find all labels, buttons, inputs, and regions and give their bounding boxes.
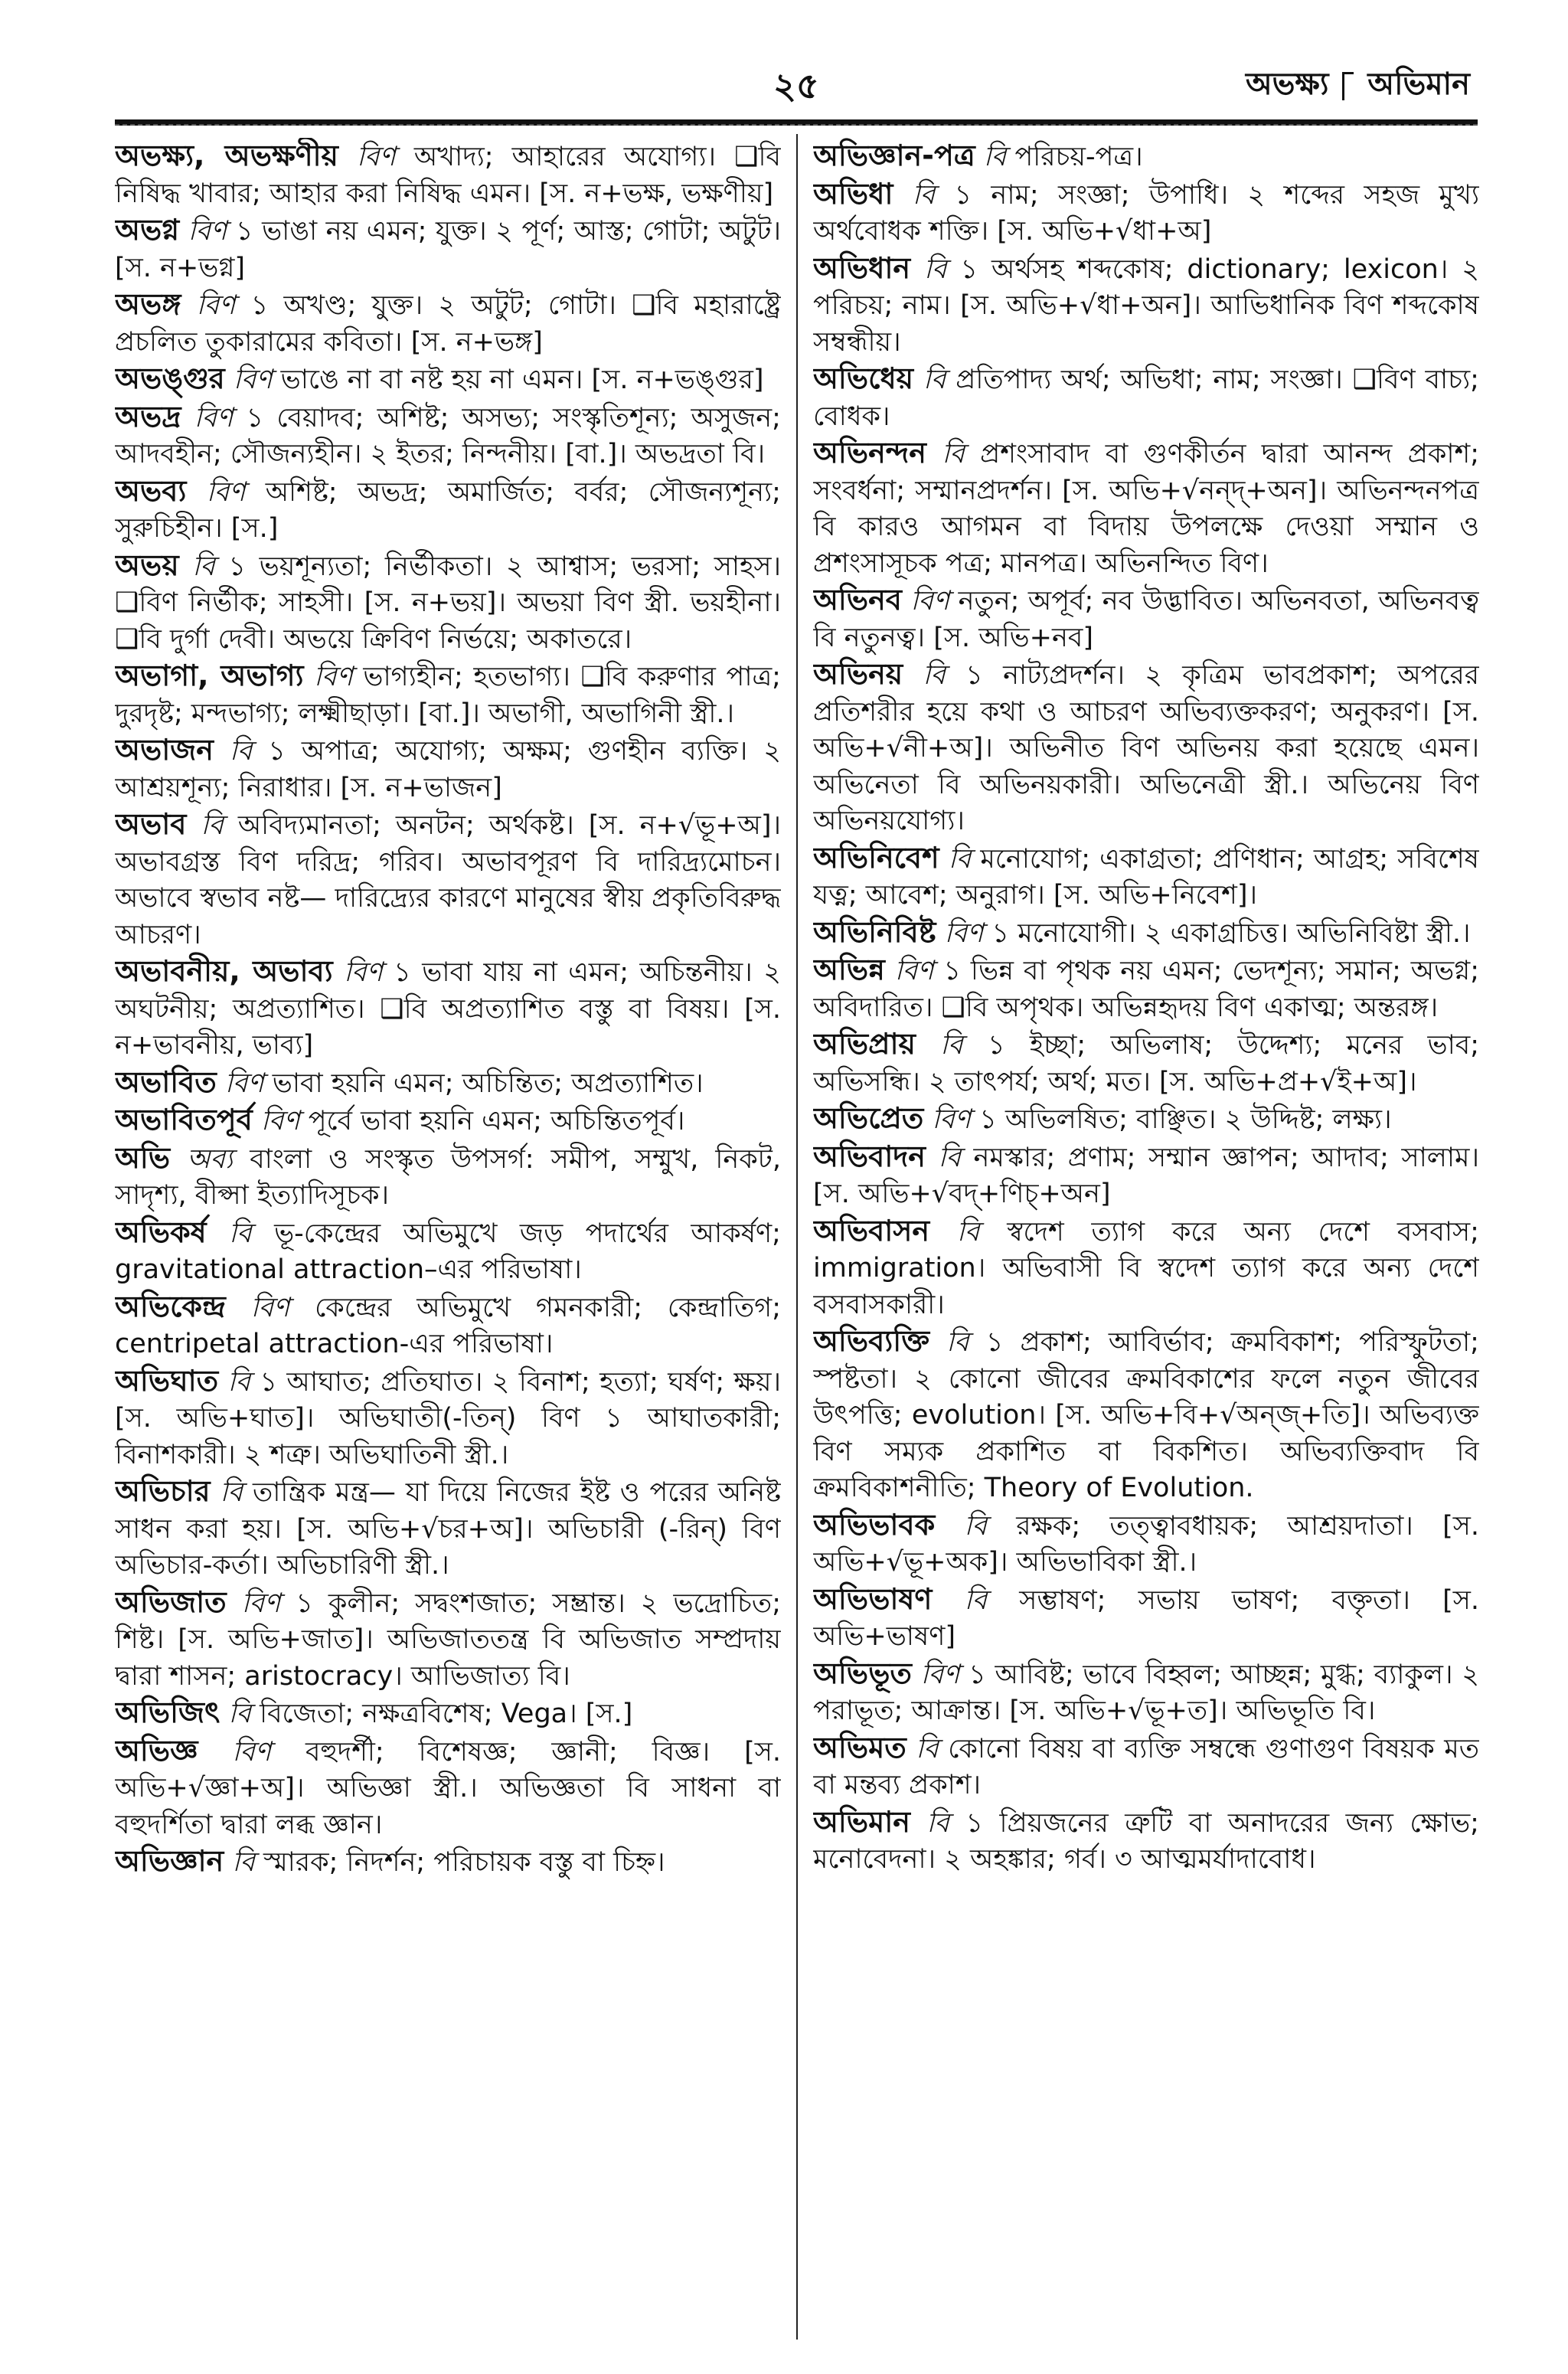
definition: ১ কুলীন; সদ্বংশজাত; সম্ভ্রান্ত। ২ ভদ্রোচিত; শিষ্ট। [স. অভি+জাত]। অভিজাততন্ত্র বি অভিজাত সম্প্রদায় দ্বারা শাসন; aristocracy। আভিজাত্য বি।: [115, 1588, 781, 1692]
part-of-speech: বি: [983, 142, 1007, 172]
dictionary-entry: [813, 1730, 1479, 1804]
definition: ১ প্রিয়জনের ত্রুটি বা অনাদরের জন্য ক্ষোভ; মনোবেদনা। ২ অহঙ্কার; গর্ব। ৩ আত্মমর্যাদাবোধ।: [813, 1807, 1479, 1875]
headword: অভঙ্গ: [115, 287, 181, 321]
definition: প্রশংসাবাদ বা গুণকীর্তন দ্বারা আনন্দ প্রকাশ; সংবর্ধনা; সম্মানপ্রদর্শন। [স. অভি+√নন্দ্+অন]। অভিনন্দনপত্র বি কারও আগমন বা বিদায় উপলক্ষে দেওয়া সম্মান ও প্রশংসাসূচক পত্র; মানপত্র। অভিনন্দিত বিণ।: [813, 439, 1479, 579]
left-column: [115, 138, 781, 2336]
definition: পূর্বে ভাবা হয়নি এমন; অচিন্তিতপূর্ব।: [308, 1106, 685, 1136]
part-of-speech: বিণ: [944, 917, 984, 949]
right-column: [813, 138, 1479, 2336]
page-number: ২৫: [773, 65, 819, 106]
headword: অভিমত: [813, 1730, 906, 1764]
headword: অভাবনীয়, অভাব্য: [115, 954, 333, 988]
headword: অভিপ্রায়: [813, 1027, 916, 1061]
dictionary-entry: [813, 1804, 1479, 1879]
part-of-speech: বিণ: [250, 1292, 290, 1323]
definition: ১ ইচ্ছা; অভিলাষ; উদ্দেশ্য; মনের ভাব; অভিসন্ধি। ২ তাৎপর্য; অর্থ; মত। [স. অভি+প্র+√ই+অ]।: [813, 1030, 1479, 1097]
definition: ১ ভাঙা নয় এমন; যুক্ত। ২ পূর্ণ; আস্ত; গোটা; অটুট। [স. ন+ভগ্ন]: [115, 216, 781, 283]
part-of-speech: বি: [948, 843, 972, 875]
definition: ১ প্রকাশ; আবির্ভাব; ক্রমবিকাশ; পরিস্ফুটতা; স্পষ্টতা। ২ কোনো জীবের ক্রমবিকাশের ফলে নতুন জীবের উৎপত্তি; evolution। [স. অভি+বি+√অন্জ্+তি]। অভিব্যক্ত বিণ সম্যক প্রকাশিত বা বিকশিত। অভিব্যক্তিবাদ বি ক্রমবিকাশনীতি; Theory of Evolution.: [813, 1327, 1479, 1503]
definition: ১ অপাত্র; অযোগ্য; অক্ষম; গুণহীন ব্যক্তি। ২ আশ্রয়শূন্য; নিরাধার। [স. ন+ভাজন]: [115, 736, 781, 803]
dictionary-entry: [813, 582, 1479, 656]
definition: ১ অভিলষিত; বাঞ্ছিত। ২ উদ্দিষ্ট; লক্ষ্য।: [979, 1104, 1392, 1135]
column-divider: [796, 134, 798, 2340]
part-of-speech: বি: [201, 810, 224, 841]
part-of-speech: বিণ: [894, 956, 934, 986]
definition: অবিদ্যমানতা; অনটন; অর্থকষ্ট। [স. ন+√ভূ+অ]। অভাবগ্রস্ত বিণ দরিদ্র; গরিব। অভাবপূরণ বি দারিদ্র্যমোচন। অভাবে স্বভাব নষ্ট— দারিদ্র্যের কারণে মানুষের স্বীয় প্রকৃতিবিরুদ্ধ আচরণ।: [115, 810, 781, 950]
definition: বিজেতা; নক্ষত্রবিশেষ; Vega। [স.]: [260, 1699, 633, 1729]
part-of-speech: বিণ: [224, 1068, 264, 1099]
definition: অশিষ্ট; অভদ্র; অমার্জিত; বর্বর; সৌজন্যশূন্য; সুরুচিহীন। [স.]: [115, 476, 781, 544]
headword: অভিভাষণ: [813, 1581, 933, 1616]
definition: ভাঙে না বা নষ্ট হয় না এমন। [স. ন+ভঙ্গুর]: [280, 365, 764, 395]
headword: অভিভাবক: [813, 1507, 936, 1542]
part-of-speech: বিণ: [920, 1659, 960, 1690]
headword: অভিধেয়: [813, 361, 914, 395]
dictionary-entry: [813, 176, 1479, 250]
dictionary-entry: [813, 840, 1479, 914]
definition: ১ ভাবা যায় না এমন; অচিন্তনীয়। ২ অঘটনীয়; অপ্রত্যাশিত। ❑বি অপ্রত্যাশিত বস্তু বা বিষয়। [স. ন+ভাবনীয়, ভাব্য]: [115, 957, 781, 1061]
definition: ১ আবিষ্ট; ভাবে বিহ্বল; আচ্ছন্ন; মুগ্ধ; ব্যাকুল। ২ পরাভূত; আক্রান্ত। [স. অভি+√ভূ+ত]। অভিভূতি বি।: [813, 1659, 1479, 1726]
headword: অভিকেন্দ্র: [115, 1289, 226, 1323]
definition: বাংলা ও সংস্কৃত উপসর্গ: সমীপ, সম্মুখ, নিকট, সাদৃশ্য, বীপ্সা ইত্যাদিসূচক।: [115, 1143, 781, 1211]
headword: অভিব্যক্তি: [813, 1324, 930, 1358]
dictionary-entry: [813, 1026, 1479, 1100]
part-of-speech: বিণ: [241, 1588, 281, 1619]
definition: কোনো বিষয় বা ব্যক্তি সম্বন্ধে গুণাগুণ বিষয়ক মত বা মন্তব্য প্রকাশ।: [813, 1733, 1479, 1800]
dictionary-entry: [813, 1656, 1479, 1730]
headword: অভাবিতপূর্ব: [115, 1103, 253, 1136]
part-of-speech: বি: [956, 1216, 980, 1247]
headword: অভিনন্দন: [813, 436, 926, 469]
guide-word-first: অভক্ষ্য: [1245, 67, 1329, 102]
headword: অভিজিৎ: [115, 1695, 220, 1729]
headword: অভিচার: [115, 1474, 211, 1508]
part-of-speech: বি: [923, 660, 946, 691]
part-of-speech: বিণ: [932, 1104, 972, 1135]
dictionary-entry: [115, 1140, 781, 1215]
headword: অভব্য: [115, 473, 187, 508]
headword: অভিকর্ষ: [115, 1215, 207, 1249]
part-of-speech: বি: [923, 365, 946, 395]
definition: ১ মনোযোগী। ২ একাগ্রচিত্ত। অভিনিবিষ্টা স্ত্রী.।: [991, 917, 1471, 949]
guide-word-last: অভিমান: [1367, 67, 1470, 102]
headword: অভিজাত: [115, 1584, 227, 1619]
headword: অভিবাদন: [813, 1139, 926, 1173]
headword: অভদ্র: [115, 399, 181, 433]
dictionary-entry: [115, 1064, 781, 1103]
dictionary-entry: [813, 914, 1479, 953]
dictionary-entry: [813, 138, 1479, 176]
definition: অখাদ্য; আহারের অযোগ্য। ❑বি নিষিদ্ধ খাবার; আহার করা নিষিদ্ধ এমন। [স. ন+ভক্ষ, ভক্ষণীয়]: [115, 142, 781, 209]
part-of-speech: বি: [946, 1327, 969, 1358]
dictionary-entry: [115, 1584, 781, 1695]
dictionary-entry: [115, 1733, 781, 1844]
part-of-speech: বি: [964, 1510, 987, 1542]
dictionary-entry: [813, 1139, 1479, 1213]
part-of-speech: বি: [227, 1366, 250, 1398]
part-of-speech: বিণ: [233, 365, 273, 395]
dictionary-entry: [115, 1363, 781, 1474]
headword: অভিভূত: [813, 1656, 912, 1690]
part-of-speech: বিণ: [314, 662, 353, 692]
definition: স্মারক; নিদর্শন; পরিচায়ক বস্তু বা চিহ্ন।: [263, 1847, 665, 1878]
definition: বহুদর্শী; বিশেষজ্ঞ; জ্ঞানী; বিজ্ঞ। [স. অভি+√জ্ঞা+অ]। অভিজ্ঞা স্ত্রী.। অভিজ্ঞতা বি সাধনা বা বহুদর্শিতা দ্বারা লব্ধ জ্ঞান।: [115, 1736, 781, 1840]
definition: ১ আঘাত; প্রতিঘাত। ২ বিনাশ; হত্যা; ঘর্ষণ; ক্ষয়। [স. অভি+ঘাত]। অভিঘাতী(-তিন্) বিণ ১ আঘাতকারী; বিনাশকারী। ২ শত্রু। অভিঘাতিনী স্ত্রী.।: [115, 1366, 781, 1470]
header-rule: [115, 119, 1478, 126]
definition: ১ অর্থসহ শব্দকোষ; dictionary; lexicon। ২ পরিচয়; নাম। [স. অভি+√ধা+অন]। আভিধানিক বিণ শব্দকোষ সম্বন্ধীয়।: [813, 253, 1479, 358]
headword: অভাব: [115, 807, 187, 841]
definition: ১ নাম; সংজ্ঞা; উপাধি। ২ শব্দের সহজ মুখ্য অর্থবোধক শক্তি। [স. অভি+√ধা+অ]: [813, 179, 1479, 247]
headword: অভিনব: [813, 583, 902, 616]
headword: অভিজ্ঞ: [115, 1733, 198, 1767]
dictionary-entry: [813, 361, 1479, 435]
definition: ১ নাট্যপ্রদর্শন। ২ কৃত্রিম ভাবপ্রকাশ; অপরের প্রতিশরীর হয়ে কথা ও আচরণ অভিব্যক্তকরণ; অনুকরণ। [স. অভি+√নী+অ]। অভিনীত বিণ অভিনয় করা হয়েছে এমন। অভিনেতা বি অভিনয়কারী। অভিনেত্রী স্ত্রী.। অভিনেয় বিণ অভিনয়যোগ্য।: [813, 660, 1479, 836]
part-of-speech: বিণ: [232, 1736, 272, 1767]
headword: অভাজন: [115, 733, 214, 767]
definition: মনোযোগ; একাগ্রতা; প্রণিধান; আগ্রহ; সবিশেষ যত্ন; আবেশ; অনুরাগ। [স. অভি+নিবেশ]।: [813, 843, 1479, 911]
dictionary-entry: [813, 435, 1479, 582]
dictionary-entry: [115, 732, 781, 806]
headword: অভিধা: [813, 176, 893, 211]
dictionary-entry: [115, 1473, 781, 1584]
dictionary-entry: [115, 658, 781, 732]
dictionary-entry: [115, 399, 781, 473]
part-of-speech: বিণ: [188, 216, 227, 247]
definition: পরিচয়-পত্র।: [1014, 142, 1143, 172]
part-of-speech: বি: [229, 1218, 252, 1249]
dictionary-entry: [115, 548, 781, 659]
part-of-speech: বি: [228, 1699, 251, 1729]
headword: অভিঘাত: [115, 1363, 219, 1398]
definition: ১ ভিন্ন বা পৃথক নয় এমন; ভেদশূন্য; সমান; অভগ্ন; অবিদারিত। ❑বি অপৃথক। অভিন্নহৃদয় বিণ একাত্ম; অন্তরঙ্গ।: [813, 956, 1479, 1023]
definition: নমস্কার; প্রণাম; সম্মান জ্ঞাপন; আদাব; সালাম। [স. অভি+√বদ্+ণিচ্+অন]: [813, 1142, 1479, 1209]
dictionary-entry: [813, 1581, 1479, 1656]
part-of-speech: বিণ: [206, 476, 246, 508]
dictionary-entry: [115, 806, 781, 953]
part-of-speech: বিণ: [344, 957, 383, 988]
definition: তান্ত্রিক মন্ত্র— যা দিয়ে নিজের ইষ্ট ও পরের অনিষ্ট সাধন করা হয়। [স. অভি+√চর+অ]। অভিচারী (-রিন্) বিণ অভিচার-কর্তা। অভিচারিণী স্ত্রী.।: [115, 1477, 781, 1581]
part-of-speech: অব্য: [187, 1143, 234, 1175]
part-of-speech: বি: [912, 179, 936, 211]
dictionary-entry: [115, 212, 781, 286]
definition: ১ ভয়শূন্যতা; নির্ভীকতা। ২ আশ্বাস; ভরসা; সাহস। ❑বিণ নির্ভীক; সাহসী। [স. ন+ভয়]। অভয়া বিণ স্ত্রী. ভয়হীনা। ❑বি দুর্গা দেবী। অভয়ে ক্রিবিণ নির্ভয়ে; অকাতরে।: [115, 551, 781, 655]
definition: ১ বেয়াদব; অশিষ্ট; অসভ্য; সংস্কৃতিশূন্য; অসুজন; আদবহীন; সৌজন্যহীন। ২ ইতর; নিন্দনীয়। [বা.]। অভদ্রতা বি।: [115, 402, 781, 469]
dictionary-entry: [115, 286, 781, 361]
headword: অভিন্ন: [813, 953, 885, 986]
headword: অভিপ্রেত: [813, 1101, 924, 1135]
dictionary-entry: [813, 1213, 1479, 1324]
dictionary-entry: [115, 1289, 781, 1363]
part-of-speech: বি: [192, 551, 215, 582]
headword: অভঙ্গুর: [115, 361, 225, 395]
dictionary-entry: [813, 1100, 1479, 1139]
definition: ১ অখণ্ড; যুক্ত। ২ অটুট; গোটা। ❑বি মহারাষ্ট্রে প্রচলিত তুকারামের কবিতা। [স. ন+ভঙ্গ]: [115, 290, 781, 358]
dictionary-entry: [115, 361, 781, 399]
dictionary-entry: [115, 473, 781, 548]
dictionary-entry: [115, 1102, 781, 1140]
headword: অভিনিবিষ্ট: [813, 914, 936, 949]
part-of-speech: বি: [220, 1477, 243, 1508]
dictionary-entry: [115, 1695, 781, 1733]
definition: ভাবা হয়নি এমন; অচিন্তিত; অপ্রত্যাশিত।: [272, 1068, 704, 1099]
dictionary-entry: [813, 1507, 1479, 1581]
part-of-speech: বিণ: [260, 1106, 300, 1136]
dictionary-entry: [115, 953, 781, 1064]
dictionary-entry: [115, 1215, 781, 1289]
headword: অভিবাসন: [813, 1213, 930, 1247]
headword: অভয়: [115, 548, 179, 582]
dictionary-entry: [813, 656, 1479, 840]
guide-words: [1246, 60, 1470, 111]
part-of-speech: বি: [940, 1030, 963, 1061]
headword: অভাগা, অভাগ্য: [115, 659, 304, 692]
part-of-speech: বি: [229, 736, 253, 767]
part-of-speech: বিণ: [194, 402, 234, 433]
part-of-speech: বি: [916, 1733, 939, 1764]
headword: অভিজ্ঞান: [115, 1844, 224, 1878]
headword: অভক্ষ্য, অভক্ষণীয়: [115, 139, 338, 172]
headword: অভিনয়: [813, 657, 903, 691]
definition: সম্ভাষণ; সভায় ভাষণ; বক্তৃতা। [স. অভি+ভাষণ]: [813, 1584, 1479, 1652]
definition: ভাগ্যহীন; হতভাগ্য। ❑বি করুণার পাত্র; দুরদৃষ্ট; মন্দভাগ্য; লক্ষ্মীছাড়া। [বা.]। অভাগী, অভাগিনী স্ত্রী.।: [115, 662, 781, 729]
page-header: [115, 60, 1470, 113]
headword: অভিজ্ঞান-পত্র: [813, 139, 975, 172]
headword: অভাবিত: [115, 1064, 217, 1099]
headword: অভিমান: [813, 1804, 910, 1839]
headword: অভিধান: [813, 250, 911, 285]
headword: অভগ্ন: [115, 213, 180, 247]
part-of-speech: বিণ: [196, 290, 236, 321]
part-of-speech: বিণ: [357, 142, 396, 172]
headword: অভিনিবেশ: [813, 840, 939, 875]
dictionary-entry: [813, 250, 1479, 361]
dictionary-entry: [813, 952, 1479, 1026]
dictionary-entry: [115, 138, 781, 212]
part-of-speech: বি: [232, 1847, 255, 1878]
part-of-speech: বি: [924, 253, 947, 285]
definition: নতুন; অপূর্ব; নব উদ্ভাবিত। অভিনবতা, অভিনবত্ব বি নতুনত্ব। [স. অভি+নব]: [813, 586, 1479, 653]
part-of-speech: বি: [942, 439, 965, 469]
definition: প্রতিপাদ্য অর্থ; অভিধা; নাম; সংজ্ঞা। ❑বিণ বাচ্য; বোধক।: [813, 365, 1479, 432]
headword: অভি: [115, 1140, 171, 1175]
definition: রক্ষক; তত্ত্বাবধায়ক; আশ্রয়দাতা। [স. অভি+√ভূ+অক]। অভিভাবিকা স্ত্রী.।: [813, 1510, 1479, 1578]
definition: কেন্দ্রের অভিমুখে গমনকারী; কেন্দ্রাতিগ; centripetal attraction-এর পরিভাষা।: [115, 1292, 781, 1359]
dictionary-entry: [813, 1323, 1479, 1507]
part-of-speech: বি: [926, 1807, 949, 1839]
guide-separator: [1342, 72, 1354, 100]
dictionary-entry: [115, 1843, 781, 1882]
definition: ভূ-কেন্দ্রের অভিমুখে জড় পদার্থের আকর্ষণ; gravitational attraction–এর পরিভাষা।: [115, 1218, 781, 1285]
definition: স্বদেশ ত্যাগ করে অন্য দেশে বসবাস; immigration। অভিবাসী বি স্বদেশ ত্যাগ করে অন্য দেশে বসবাসকারী।: [813, 1216, 1479, 1320]
part-of-speech: বিণ: [910, 586, 950, 616]
part-of-speech: বি: [964, 1584, 988, 1616]
part-of-speech: বি: [938, 1142, 961, 1173]
